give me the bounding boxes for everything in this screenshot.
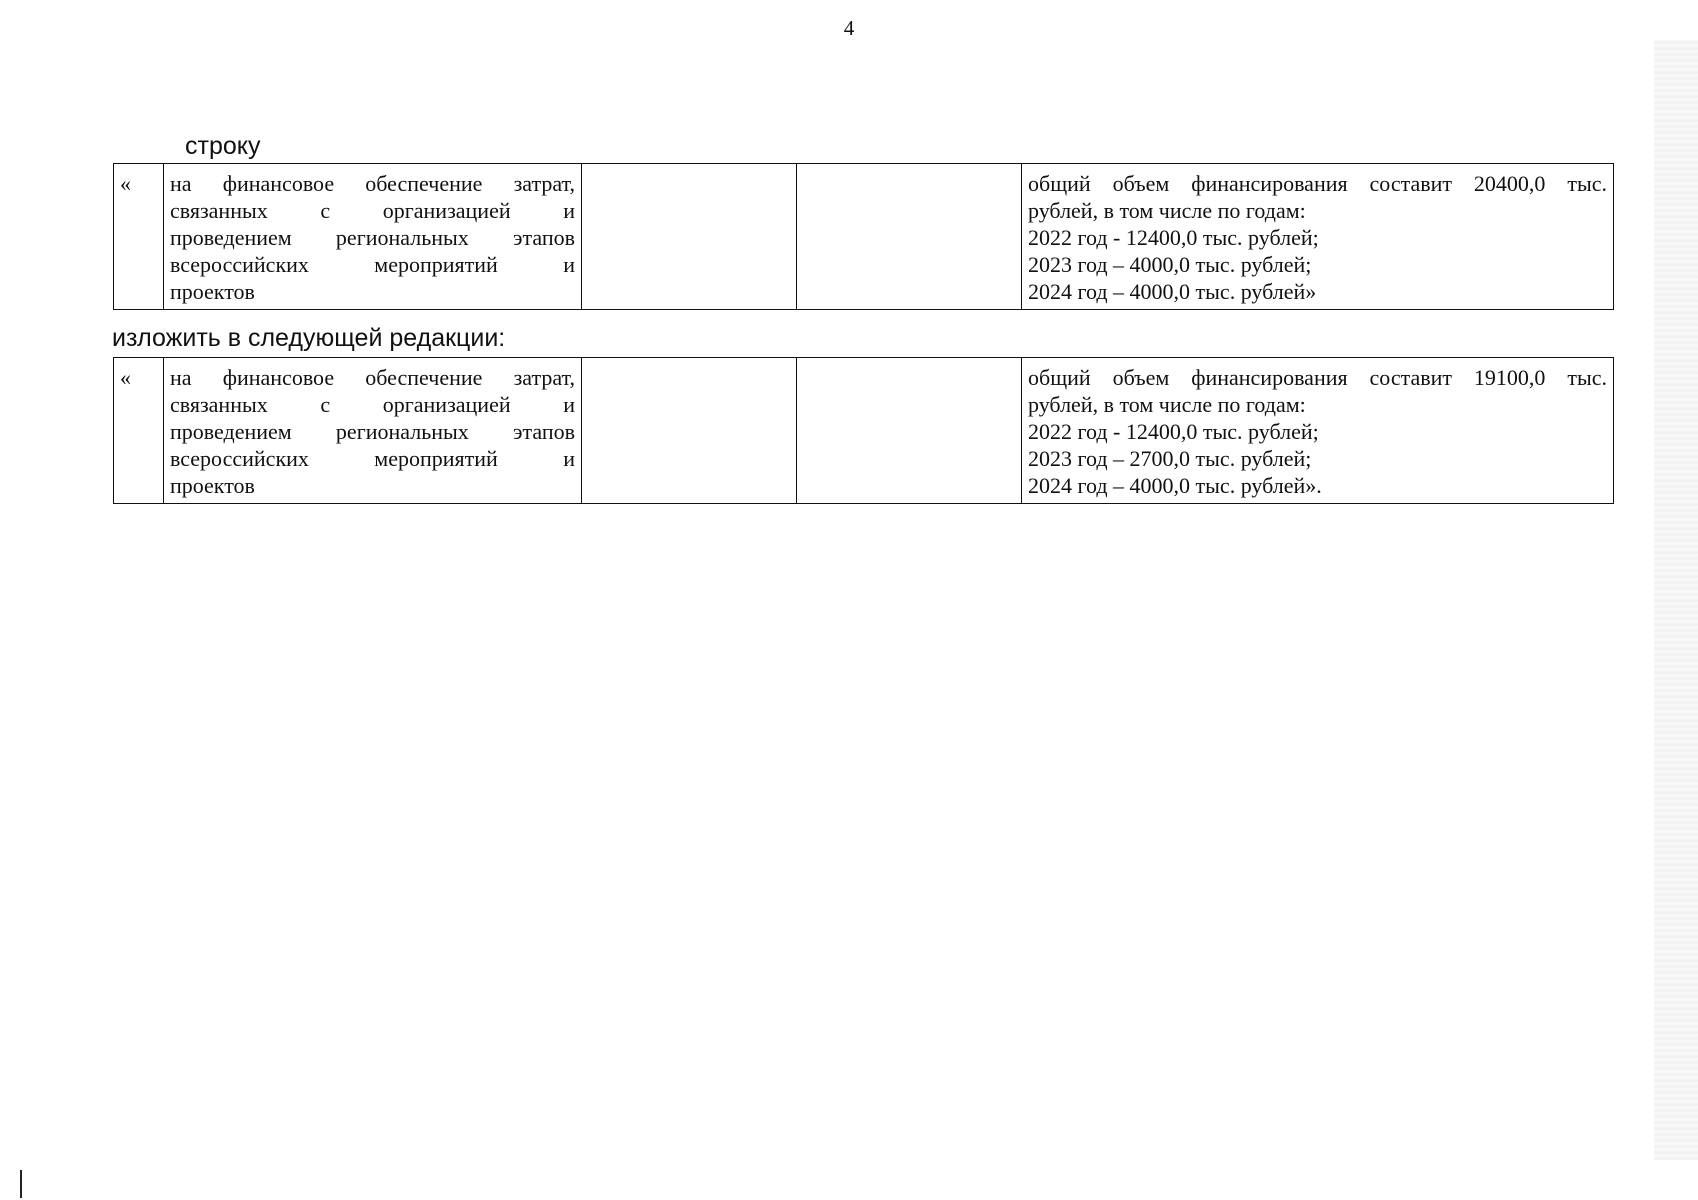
funding-line: общий объем финансирования составит 20400,0 тыс.: [1028, 171, 1607, 196]
amendment-label: изложить в следующей редакции:: [112, 324, 506, 352]
funding-line: рублей, в том числе по годам:: [1028, 392, 1306, 417]
table-row: [114, 164, 1614, 310]
purpose-line: проектов: [170, 279, 255, 304]
scan-edge-artifact: [1654, 40, 1698, 1160]
scan-mark: [20, 1170, 22, 1198]
purpose-line: на финансовое обеспечение затрат,: [170, 365, 575, 390]
purpose-cell: [164, 358, 582, 504]
purpose-line: связанных с организацией и: [170, 392, 575, 417]
funding-line: 2022 год - 12400,0 тыс. рублей;: [1028, 419, 1319, 444]
purpose-line: проведением региональных этапов: [170, 419, 575, 444]
table-row: [114, 358, 1614, 504]
amended-row-table: [113, 357, 1614, 504]
empty-cell: [797, 358, 1022, 504]
funding-line: 2024 год – 4000,0 тыс. рублей».: [1028, 473, 1322, 498]
funding-volume-cell: [1022, 164, 1614, 310]
empty-cell: [582, 358, 797, 504]
quote-mark-cell: «: [114, 358, 164, 504]
funding-line: 2024 год – 4000,0 тыс. рублей»: [1028, 279, 1317, 304]
funding-line: 2023 год – 4000,0 тыс. рублей;: [1028, 252, 1312, 277]
purpose-line: проведением региональных этапов: [170, 225, 575, 250]
funding-line: 2023 год – 2700,0 тыс. рублей;: [1028, 446, 1312, 471]
purpose-line: связанных с организацией и: [170, 198, 575, 223]
funding-line: рублей, в том числе по годам:: [1028, 198, 1306, 223]
page-number: 4: [843, 16, 855, 40]
empty-cell: [582, 164, 797, 310]
intro-label: строку: [185, 132, 261, 160]
purpose-line: всероссийских мероприятий и: [170, 252, 575, 277]
purpose-line: на финансовое обеспечение затрат,: [170, 171, 575, 196]
funding-line: общий объем финансирования составит 19100,0 тыс.: [1028, 365, 1607, 390]
funding-line: 2022 год - 12400,0 тыс. рублей;: [1028, 225, 1319, 250]
purpose-line: проектов: [170, 473, 255, 498]
quote-mark-cell: «: [114, 164, 164, 310]
empty-cell: [797, 164, 1022, 310]
purpose-cell: [164, 164, 582, 310]
funding-volume-cell: [1022, 358, 1614, 504]
purpose-line: всероссийских мероприятий и: [170, 446, 575, 471]
original-row-table: [113, 163, 1614, 310]
